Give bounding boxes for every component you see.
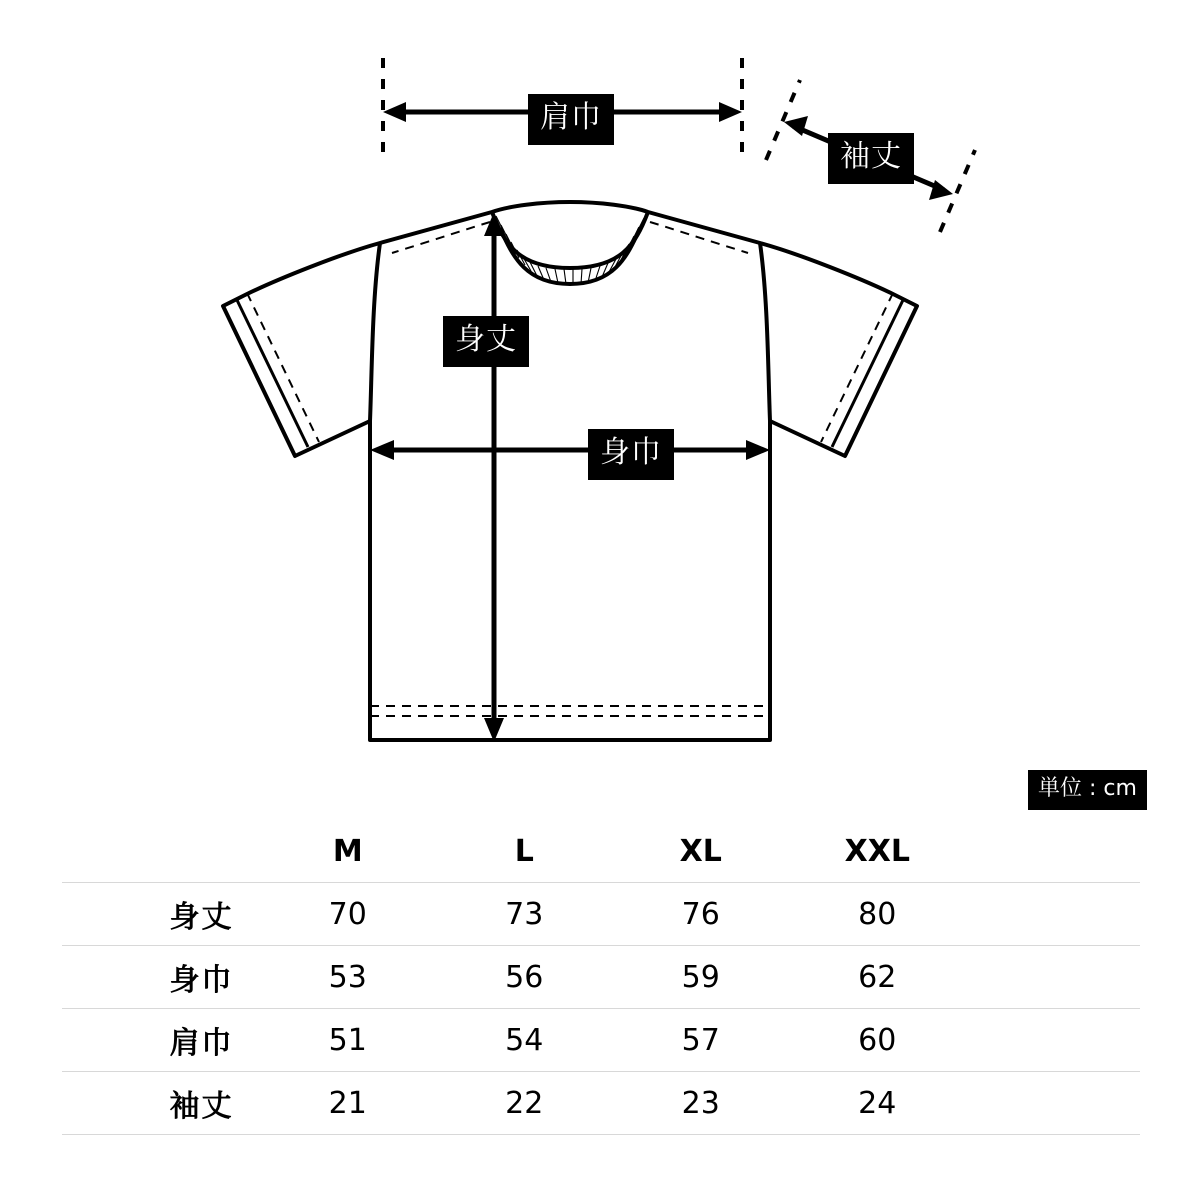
row-label-body-length: 身丈 bbox=[169, 900, 234, 935]
cell-shoulder-width-xxl: 60 bbox=[858, 1022, 897, 1058]
cell-shoulder-width-xl: 57 bbox=[681, 1022, 720, 1058]
cell-shoulder-width-m: 51 bbox=[328, 1022, 367, 1058]
cell-body-width-l: 56 bbox=[505, 959, 544, 995]
table-header-size-xl: XL bbox=[613, 820, 790, 883]
table-row bbox=[62, 1072, 1140, 1135]
row-label-shoulder-width: 肩巾 bbox=[169, 1026, 234, 1061]
table-header-size-m: M bbox=[260, 820, 437, 883]
label-body-width: 身巾 bbox=[588, 429, 674, 480]
size-table bbox=[62, 820, 1140, 1135]
cell-body-length-xl: 76 bbox=[681, 896, 720, 932]
table-header-spacer bbox=[966, 820, 1140, 883]
cell-sleeve-length-xl: 23 bbox=[681, 1085, 720, 1121]
cell-body-length-m: 70 bbox=[328, 896, 367, 932]
label-body-length: 身丈 bbox=[443, 316, 529, 367]
row-spacer bbox=[966, 946, 1140, 1009]
row-label-body-width: 身巾 bbox=[169, 963, 234, 998]
table-header-row bbox=[62, 820, 1140, 883]
row-spacer bbox=[966, 883, 1140, 946]
cell-body-width-xl: 59 bbox=[681, 959, 720, 995]
cell-body-length-xxl: 80 bbox=[858, 896, 897, 932]
unit-note: 単位 : cm bbox=[1028, 770, 1147, 810]
table-row bbox=[62, 946, 1140, 1009]
cell-sleeve-length-l: 22 bbox=[505, 1085, 544, 1121]
cell-sleeve-length-m: 21 bbox=[328, 1085, 367, 1121]
label-sleeve-length: 袖丈 bbox=[828, 133, 914, 184]
table-header-size-xxl: XXL bbox=[789, 820, 966, 883]
cell-body-width-xxl: 62 bbox=[858, 959, 897, 995]
row-spacer bbox=[966, 1009, 1140, 1072]
row-label-sleeve-length: 袖丈 bbox=[169, 1089, 234, 1124]
cell-shoulder-width-l: 54 bbox=[505, 1022, 544, 1058]
table-row bbox=[62, 883, 1140, 946]
cell-sleeve-length-xxl: 24 bbox=[858, 1085, 897, 1121]
table-corner-cell bbox=[62, 820, 260, 883]
row-spacer bbox=[966, 1072, 1140, 1135]
table-header-size-l: L bbox=[436, 820, 613, 883]
label-shoulder-width: 肩巾 bbox=[528, 94, 614, 145]
cell-body-length-l: 73 bbox=[505, 896, 544, 932]
cell-body-width-m: 53 bbox=[328, 959, 367, 995]
table-row bbox=[62, 1009, 1140, 1072]
